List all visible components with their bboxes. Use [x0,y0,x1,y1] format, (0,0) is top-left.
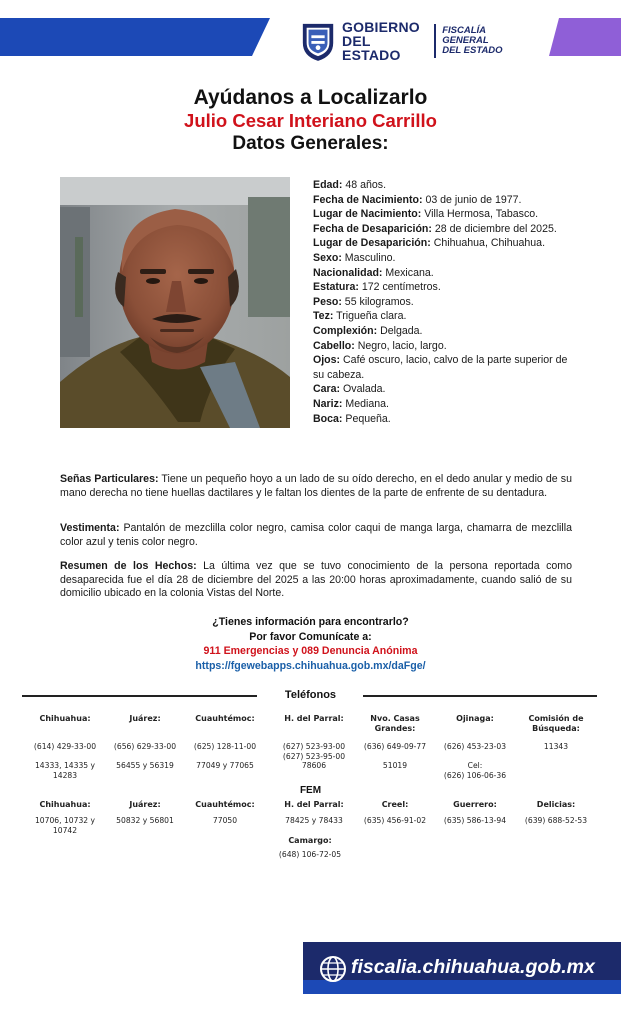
phone-col-busqueda: Comisión de Búsqueda: 11343 [528,714,584,751]
senas-paragraph: Señas Particulares: Tiene un pequeño hoyo a un lado de su oído derecho, en el dedo anular y medio de su mano derecha no tiene huellas dactilares y le faltan los dientes de la parte de enfrente de su dentadura. [60,473,572,499]
report-link[interactable]: https://fgewebapps.chihuahua.gob.mx/daFge/ [195,659,426,672]
vestimenta-paragraph: Vestimenta: Pantalón de mezclilla color negro, camisa color caqui de manga larga, chamarra de mezclilla color azul y tenis color negro. [60,522,572,548]
fem-col-juarez: Juárez: 50832 y 56801 [116,800,174,825]
field-nariz: Nariz: Mediana. [313,397,389,410]
field-boca: Boca: Pequeña. [313,412,391,425]
phone-col-camargo: Camargo: (648) 106-72-05 [278,836,342,859]
government-logo [300,18,530,64]
field-cara: Cara: Ovalada. [313,383,386,396]
fem-col-parral: H. del Parral: 78425 y 78433 [284,800,344,825]
state-shield-icon [300,19,336,63]
logo-divider [434,24,436,58]
globe-icon [319,955,347,983]
fem-col-creel: Creel: (635) 456-91-02 [363,800,427,825]
field-peso: Peso: 55 kilogramos. [313,295,414,308]
person-name: Julio Cesar Interiano Carrillo [184,110,437,131]
fem-col-chihuahua: Chihuahua: 10706, 10732 y 10742 [34,800,96,835]
resumen-paragraph: Resumen de los Hechos: La última vez que se tuvo conocimiento de la persona reportada como desaparecida fue el día 28 de diciembre del 2025 a las 20:00 horas aproximadamente, cuando salió de su domicilio ubicado en la colonia Vistas del Norte. [60,560,572,600]
field-cabello: Cabello: Negro, lacio, largo. [313,339,447,352]
field-edad: Edad: 48 años. [313,179,387,191]
footer-website[interactable]: fiscalia.chihuahua.gob.mx [351,956,595,978]
person-photo [60,177,290,428]
field-lugar-nacimiento: Lugar de Nacimiento: Villa Hermosa, Tabasco. [313,208,539,221]
header-blue-banner [0,18,270,56]
page-title: Ayúdanos a Localizarlo [193,86,428,109]
fiscalia-wordmark: FISCALÍA GENERAL DEL ESTADO [442,25,503,56]
phone-col-chihuahua: Chihuahua: (614) 429-33-00 14333, 14335 y 14283 [33,714,97,780]
fem-col-cuauhtemoc: Cuauhtémoc: 77050 [195,800,255,825]
contact-please: Por favor Comunícate a: [249,630,372,643]
fem-title: FEM [299,785,322,796]
phone-col-ojinaga: Ojinaga: (626) 453-23-03 Cel: (626) 106-06-36 [443,714,507,780]
field-sexo: Sexo: Masculino. [313,251,396,264]
contact-block [0,615,621,673]
contact-question: ¿Tienes información para encontrarlo? [212,616,409,628]
field-fecha-nacimiento: Fecha de Nacimiento: 03 de junio de 1977. [313,193,522,206]
fem-col-guerrero: Guerrero: (635) 586-13-94 [443,800,507,825]
gobierno-wordmark: GOBIERNO DEL ESTADO [342,19,420,63]
section-title: Datos Generales: [232,133,389,154]
field-estatura: Estatura: 172 centímetros. [313,281,441,294]
general-data-list [313,178,575,426]
field-fecha-desaparicion: Fecha de Desaparición: 28 de diciembre del 2025. [313,222,557,235]
header-purple-banner [549,18,621,56]
field-tez: Tez: Trigueña clara. [313,310,407,323]
phone-col-juarez: Juárez: (656) 629-33-00 56455 y 56319 [113,714,177,771]
field-lugar-desaparicion: Lugar de Desaparición: Chihuahua, Chihuahua. [313,237,546,250]
phone-col-parral: H. del Parral: (627) 523-93-00 (627) 523-95-00 78606 [282,714,346,771]
fem-col-delicias: Delicias: (639) 688-52-53 [524,800,588,825]
phone-col-cuauhtemoc: Cuauhtémoc: (625) 128-11-00 77049 y 77065 [193,714,257,771]
field-ojos: Ojos: Café oscuro, lacio, calvo de la parte superior de su cabeza. [313,354,568,381]
emergency-numbers: 911 Emergencias y 089 Denuncia Anónima [203,645,418,658]
phone-col-casas-grandes: Nvo. Casas Grandes: (636) 649-09-77 51019 [363,714,427,771]
field-complexion: Complexión: Delgada. [313,324,423,337]
phones-title: Teléfonos [284,689,337,701]
field-nacionalidad: Nacionalidad: Mexicana. [313,266,434,279]
